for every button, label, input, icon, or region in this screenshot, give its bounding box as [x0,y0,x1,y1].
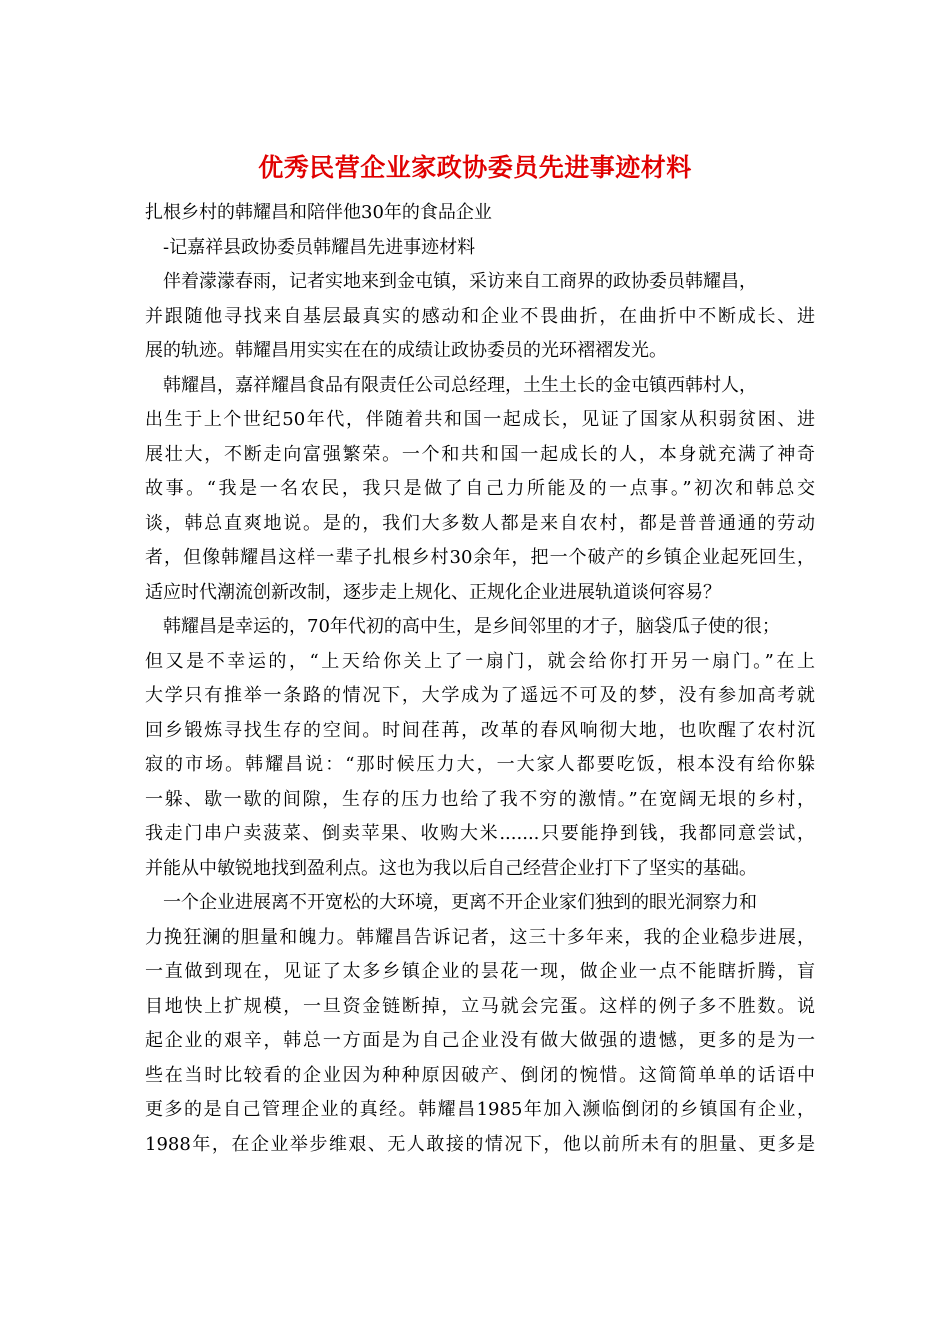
paragraph-line: 故事。“我是一名农民，我只是做了自己力所能及的一点事。”初次和韩总交 [145,478,815,499]
paragraph-line: 扎根乡村的韩耀昌和陪伴他30年的食品企业 [145,202,492,223]
paragraph-line: 力挽狂澜的胆量和魄力。韩耀昌告诉记者，这三十多年来，我的企业稳步进展， [145,926,815,948]
paragraph-line: 韩耀昌是幸运的，70年代初的高中生，是乡间邻里的才子，脑袋瓜子使的很； [163,616,780,637]
paragraph-line: -记嘉祥县政协委员韩耀昌先进事迹材料 [163,236,476,258]
paragraph-line: 些在当时比较看的企业因为种种原因破产、倒闭的惋惜。这简简单单的话语中 [145,1064,815,1086]
paragraph-line: 一直做到现在，见证了太多乡镇企业的昙花一现，做企业一点不能瞎折腾，盲 [145,961,815,982]
paragraph-line: 出生于上个世纪50年代，伴随着共和国一起成长，见证了国家从积弱贫困、进 [145,409,815,430]
paragraph-line: 起企业的艰辛，韩总一方面是为自己企业没有做大做强的遗憾，更多的是为一 [145,1030,815,1051]
paragraph-line: 韩耀昌，嘉祥耀昌食品有限责任公司总经理，土生土长的金屯镇西韩村人， [163,374,757,396]
paragraph-line: 并跟随他寻找来自基层最真实的感动和企业不畏曲折，在曲折中不断成长、进 [145,305,815,327]
paragraph-line: 回乡锻炼寻找生存的空间。时间荏苒，改革的春风响彻大地，也吹醒了农村沉 [145,719,815,741]
paragraph-line: 1988年，在企业举步维艰、无人敢接的情况下，他以前所未有的胆量、更多是 [145,1133,815,1155]
paragraph-line: 大学只有推举一条路的情况下，大学成为了遥远不可及的梦，没有参加高考就 [145,685,815,706]
paragraph-line: 适应时代潮流创新改制，逐步走上规化、正规化企业进展轨道谈何容易？ [145,581,721,603]
paragraph-line: 谈，韩总直爽地说。是的，我们大多数人都是来自农村，都是普普通通的劳动 [145,512,815,534]
paragraph-line: 更多的是自己管理企业的真经。韩耀昌1985年加入濒临倒闭的乡镇国有企业， [145,1099,815,1120]
document-title: 优秀民营企业家政协委员先进事迹材料 [258,153,692,182]
document-body [145,196,815,1162]
paragraph-line: 并能从中敏锐地找到盈利点。这也为我以后自己经营企业打下了坚实的基础。 [145,857,757,879]
paragraph-line: 展的轨迹。韩耀昌用实实在在的成绩让政协委员的光环褶褶发光。 [145,340,667,361]
paragraph-line: 寂的市场。韩耀昌说：“那时候压力大，一大家人都要吃饭，根本没有给你躲 [145,754,815,775]
paragraph-line: 目地快上扩规模，一旦资金链断掉，立马就会完蛋。这样的例子多不胜数。说 [145,995,815,1017]
paragraph-line: 一个企业进展离不开宽松的大环境，更离不开企业家们独到的眼光洞察力和 [163,892,757,913]
paragraph-line: 展壮大，不断走向富强繁荣。一个和共和国一起成长的人，本身就充满了神奇 [145,443,815,465]
paragraph-line: 但又是不幸运的，“上天给你关上了一扇门，就会给你打开另一扇门。”在上 [145,650,815,672]
paragraph-line: 伴着濛濛春雨，记者实地来到金屯镇，采访来自工商界的政协委员韩耀昌， [163,271,757,292]
paragraph-line: 我走门串户卖菠菜、倒卖苹果、收购大米.......只要能挣到钱，我都同意尝试， [145,823,815,844]
paragraph-line: 一躲、歇一歇的间隙，生存的压力也给了我不穷的激情。”在宽阔无垠的乡村， [145,788,815,810]
paragraph-line: 者，但像韩耀昌这样一辈子扎根乡村30余年，把一个破产的乡镇企业起死回生， [145,547,815,568]
